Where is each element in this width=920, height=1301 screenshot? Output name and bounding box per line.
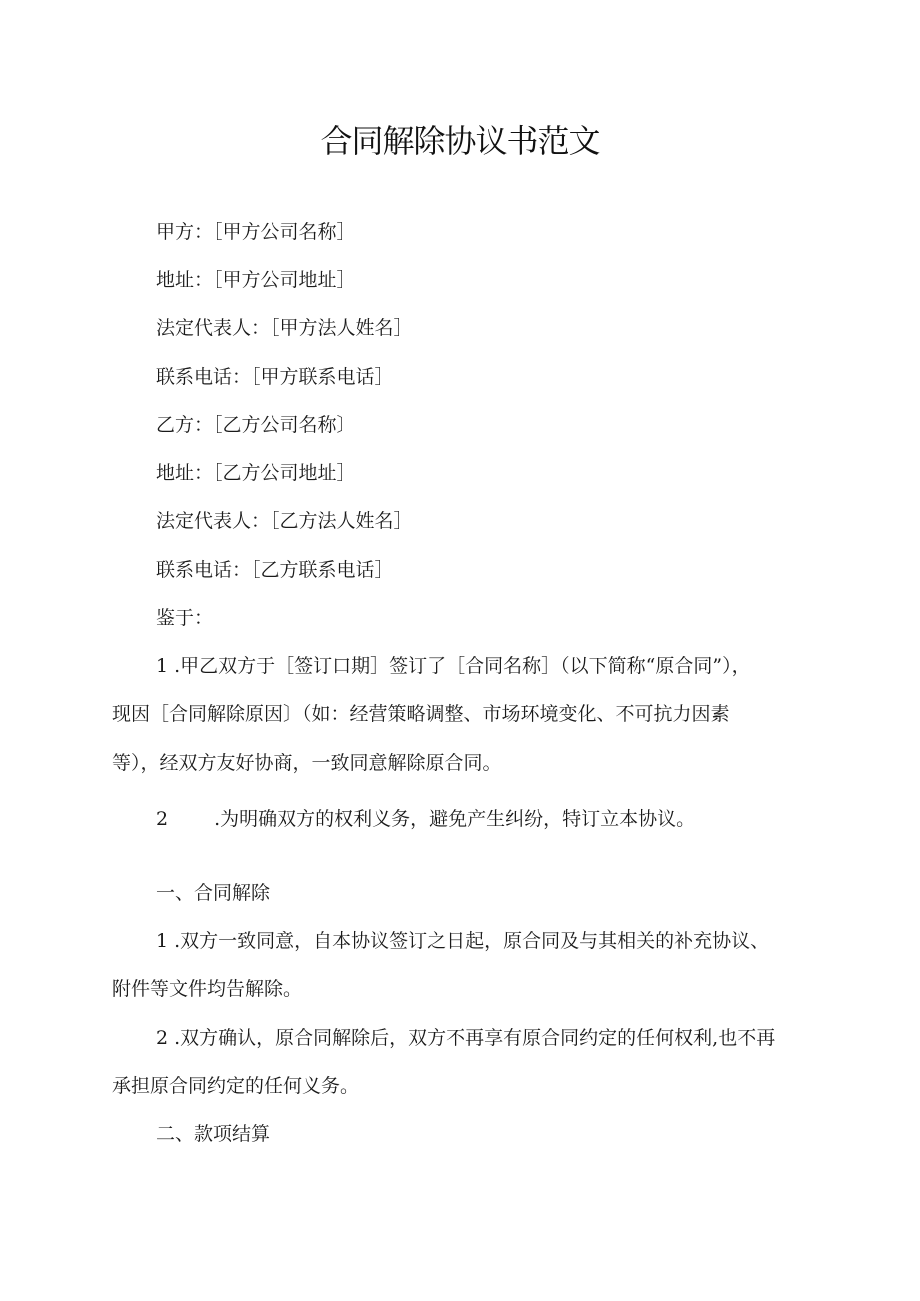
- whereas-item2-text: .为明确双方的权利义务，避免产生纠纷，特订立本协议。: [214, 808, 696, 830]
- party-a-address: 地址：［甲方公司地址］: [156, 269, 356, 291]
- party-b-phone: 联系电话：［乙方联系电话］: [156, 559, 394, 581]
- whereas-item1-line3: 等），经双方友好协商，一致同意解除原合同。: [112, 752, 502, 774]
- party-b-representative: 法定代表人：［乙方法人姓名］: [156, 510, 413, 532]
- section2-heading: 二、款项结算: [156, 1123, 271, 1145]
- section1-item2-line1: 2 .双方确认，原合同解除后，双方不再享有原合同约定的任何权利,也不再: [156, 1027, 776, 1049]
- party-a-phone: 联系电话：［甲方联系电话］: [156, 366, 394, 388]
- document-title: 合同解除协议书范文: [320, 122, 600, 160]
- party-b-address: 地址：［乙方公司地址］: [156, 462, 356, 484]
- section1-item1-line1: 1 .双方一致同意，自本协议签订之日起，原合同及与其相关的补充协议、: [156, 930, 770, 952]
- whereas-item1-line2: 现因［合同解除原因〕（如：经营策略调整、市场环境变化、不可抗力因素: [112, 703, 730, 725]
- section1-heading: 一、合同解除: [156, 882, 271, 904]
- party-a-name: 甲方：［甲方公司名称］: [156, 221, 356, 243]
- section1-item2-line2: 承担原合同约定的任何义务。: [112, 1075, 360, 1097]
- whereas-item2: [156, 805, 695, 833]
- section1-item1-line2: 附件等文件均告解除。: [112, 978, 303, 1000]
- party-a-representative: 法定代表人：［甲方法人姓名］: [156, 317, 413, 339]
- party-b-name: 乙方：［乙方公司名称〕: [156, 414, 356, 436]
- whereas-heading: 鉴于：: [156, 607, 214, 629]
- whereas-item1-line1: 1 .甲乙双方于［签订口期］签订了［合同名称］（以下简称“原合同”），: [156, 655, 751, 677]
- whereas-item2-number: 2: [156, 808, 169, 830]
